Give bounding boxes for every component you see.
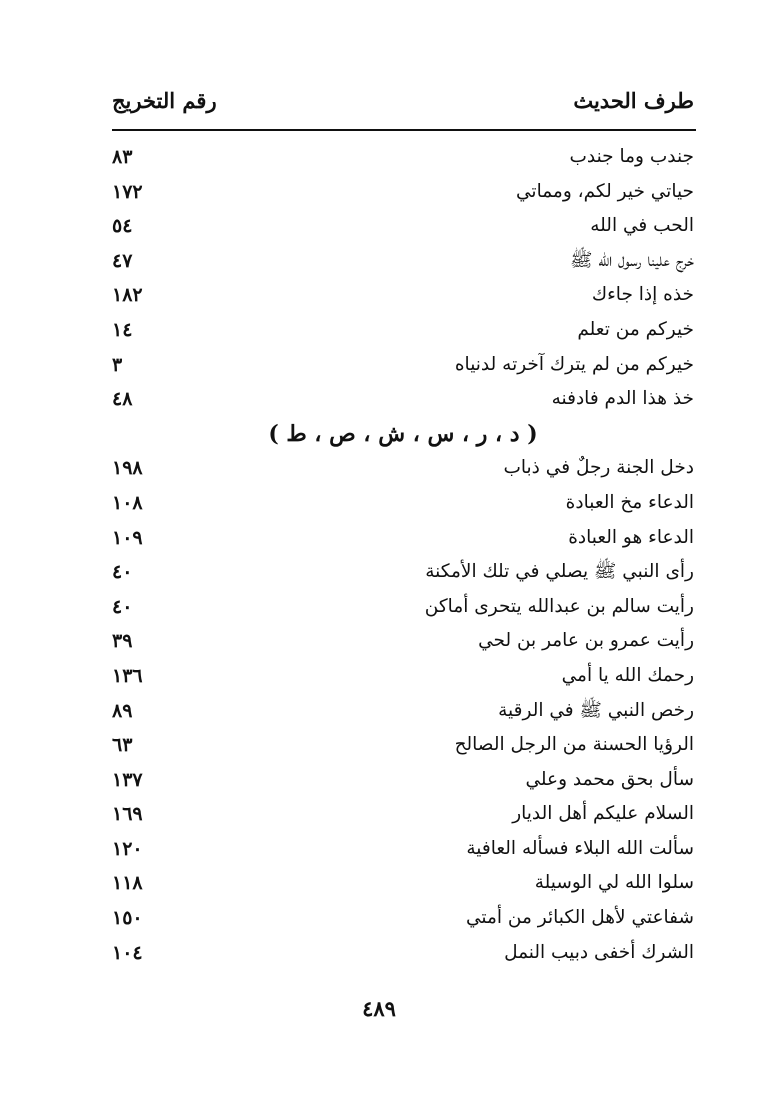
hadith-text: سألت الله البلاء فسأله العافية <box>466 837 694 859</box>
reference-number: ١٧٢ <box>112 180 143 203</box>
section-heading: ( د ، ر ، س ، ش ، ص ، ط ) <box>268 420 538 447</box>
index-row <box>112 382 694 417</box>
index-row <box>112 936 694 971</box>
reference-number: ٤٠ <box>112 595 133 618</box>
reference-number: ١٠٩ <box>112 526 143 549</box>
reference-number: ١١٨ <box>112 872 143 895</box>
index-row <box>112 451 694 486</box>
index-row <box>112 728 694 763</box>
hadith-text: خيركم من تعلم <box>577 318 694 340</box>
index-row <box>112 590 694 625</box>
hadith-text: دخل الجنة رجلٌ في ذباب <box>503 457 694 479</box>
hadith-text: رأيت سالم بن عبدالله يتحرى أماكن <box>424 595 694 617</box>
reference-number: ٥٤ <box>112 215 133 238</box>
hadith-text: الدعاء هو العبادة <box>568 526 694 548</box>
reference-number: ٦٣ <box>112 734 133 757</box>
reference-column-heading: رقم التخريج <box>112 88 217 113</box>
index-list <box>112 140 694 970</box>
hadith-text: الحب في الله <box>590 215 694 237</box>
reference-number: ١٤ <box>112 318 133 341</box>
hadith-text: خذ هذا الدم فادفنه <box>551 388 694 410</box>
index-row <box>112 521 694 556</box>
index-row <box>112 797 694 832</box>
reference-number: ٤٧ <box>112 249 133 272</box>
hadith-text: خيركم من لم يترك آخرته لدنياه <box>454 353 694 375</box>
index-row <box>112 140 694 175</box>
reference-number: ٣ <box>112 353 123 376</box>
hadith-text: سأل بحق محمد وعلي <box>525 768 694 790</box>
page-number: ٤٨٩ <box>362 996 396 1021</box>
hadith-column-heading: طرف الحديث <box>573 88 694 113</box>
hadith-text: الدعاء مخ العبادة <box>565 491 694 513</box>
hadith-text: الرؤيا الحسنة من الرجل الصالح <box>454 734 694 756</box>
table-header <box>112 88 694 124</box>
hadith-text: حياتي خير لكم، ومماتي <box>516 180 694 202</box>
index-row <box>112 866 694 901</box>
hadith-text: رأيت عمرو بن عامر بن لحي <box>478 630 694 652</box>
index-row <box>112 763 694 798</box>
hadith-text: رحمك الله يا أمي <box>561 664 694 686</box>
reference-number: ١٩٨ <box>112 457 143 480</box>
reference-number: ٨٣ <box>112 146 133 168</box>
reference-number: ١٥٠ <box>112 907 143 930</box>
index-row <box>112 209 694 244</box>
hadith-text: السلام عليكم أهل الديار <box>512 803 694 825</box>
index-row <box>112 832 694 867</box>
index-row <box>112 624 694 659</box>
hadith-text: شفاعتي لأهل الكبائر من أمتي <box>466 907 694 929</box>
reference-number: ٣٩ <box>112 630 133 653</box>
reference-number: ١٣٧ <box>112 768 143 791</box>
hadith-text: الشرك أخفى دبيب النمل <box>504 941 694 963</box>
reference-number: ٨٩ <box>112 699 133 722</box>
reference-number: ١٦٩ <box>112 803 143 826</box>
index-row <box>112 278 694 313</box>
hadith-text: رأى النبي ﷺ يصلي في تلك الأمكنة <box>425 561 694 583</box>
index-row <box>112 659 694 694</box>
reference-number: ١٠٨ <box>112 491 143 514</box>
hadith-text: سلوا الله لي الوسيلة <box>534 872 694 894</box>
index-row <box>112 901 694 936</box>
index-row <box>112 694 694 729</box>
reference-number: ١٠٤ <box>112 941 143 964</box>
index-row <box>112 244 694 279</box>
reference-number: ٤٠ <box>112 561 133 584</box>
hadith-text: خذه إذا جاءك <box>591 284 694 306</box>
header-divider <box>112 129 696 131</box>
reference-number: ٤٨ <box>112 388 133 411</box>
index-row <box>112 555 694 590</box>
index-row <box>112 313 694 348</box>
index-row <box>112 348 694 383</box>
hadith-text: رخص النبي ﷺ في الرقية <box>498 699 694 721</box>
reference-number: ١٣٦ <box>112 664 143 687</box>
reference-number: ١٢٠ <box>112 837 143 860</box>
index-row <box>112 175 694 210</box>
hadith-text: جندب وما جندب <box>569 146 694 167</box>
reference-number: ١٨٢ <box>112 284 143 307</box>
hadith-text: خرج علينا رسول الله ﷺ <box>570 249 694 271</box>
index-row <box>112 486 694 521</box>
